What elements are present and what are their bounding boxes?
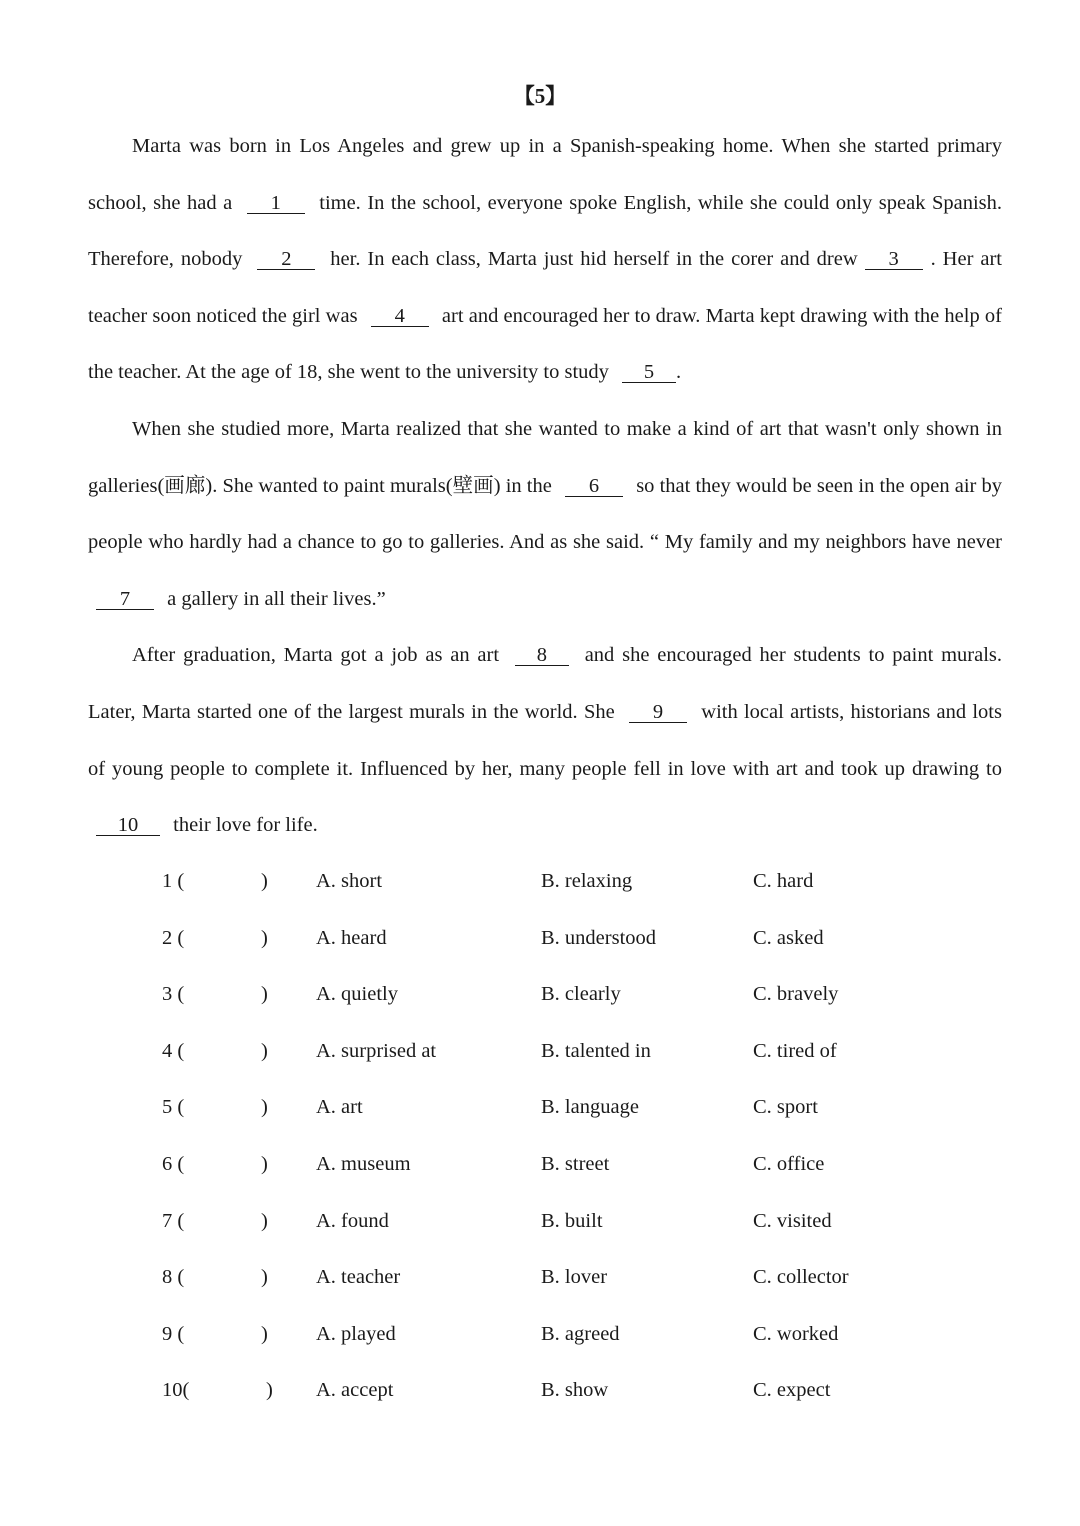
option-a: A. museum	[316, 1152, 411, 1175]
blank-7: 7	[96, 589, 154, 610]
passage-text: Marta was born in Los Angeles and grew up in a Spanish-speaking home. When she started primary school, she had a	[88, 135, 1002, 214]
option-c: C. collector	[753, 1266, 849, 1289]
question-number: 1 (	[162, 870, 185, 892]
blank-4: 4	[371, 306, 429, 327]
answer-bracket-close: )	[261, 926, 268, 949]
option-a: A. accept	[316, 1379, 394, 1402]
passage-text: and she encouraged her students to paint murals. Later, Marta started one of the largest murals in the world. She	[88, 644, 1003, 723]
question-number: 7 (	[162, 1209, 185, 1232]
option-c: C. worked	[753, 1322, 839, 1345]
question-number: 6 (	[162, 1152, 185, 1175]
answer-options	[0, 853, 1080, 1419]
option-c: C. sport	[753, 1096, 818, 1119]
option-c: C. expect	[753, 1379, 831, 1402]
option-a: A. art	[316, 1096, 363, 1119]
option-a: A. played	[316, 1322, 396, 1345]
question-row	[0, 966, 1080, 1023]
question-number: 5 (	[162, 1096, 185, 1119]
passage-paragraph-3	[88, 627, 1002, 853]
option-c: C. tired of	[753, 1039, 837, 1062]
option-c: C. bravely	[753, 983, 839, 1006]
answer-bracket-close: )	[261, 1322, 268, 1345]
option-c: C. hard	[753, 870, 814, 892]
question-number: 9 (	[162, 1322, 185, 1345]
blank-10: 10	[96, 815, 160, 836]
answer-bracket-close: )	[261, 1096, 268, 1119]
cloze-passage	[88, 118, 1002, 854]
passage-text: her. In each class, Marta just hid herself in the corer and drew	[330, 248, 858, 271]
passage-text: time. In the school, everyone spoke English, while she could only speak Spanish. Therefore, nobody	[88, 191, 1003, 271]
option-b: B. lover	[541, 1266, 608, 1289]
option-a: A. surprised at	[316, 1039, 437, 1062]
answer-bracket-close: )	[261, 983, 268, 1006]
passage-text: .	[676, 361, 682, 384]
question-row	[0, 853, 1080, 910]
passage-text: so that they would be seen in the open air by people who hardly had a chance to go to galleries. And as she said. “ My family and my neighbors have never	[88, 474, 1003, 554]
passage-paragraph-1	[88, 118, 1002, 401]
option-b: B. language	[541, 1096, 639, 1119]
option-a: A. short	[316, 870, 383, 892]
option-b: B. agreed	[541, 1322, 620, 1345]
blank-5: 5	[622, 362, 676, 383]
passage-text: . Her art teacher soon noticed the girl was	[88, 248, 1002, 327]
option-a: A. heard	[316, 926, 387, 949]
passage-text: When she studied more, Marta realized that she wanted to make a kind of art that wasn't only shown in galleries(画廊). She wanted to paint murals(壁画) in the	[88, 417, 1002, 497]
answer-bracket-close: )	[261, 1152, 268, 1175]
blank-1: 1	[247, 193, 305, 214]
option-a: A. teacher	[316, 1266, 401, 1289]
option-c: C. visited	[753, 1209, 832, 1232]
passage-text: with local artists, historians and lots of young people to complete it. Influenced by her, many people fell in love with art and took up drawing to	[88, 700, 1002, 780]
question-row	[0, 1079, 1080, 1136]
answer-bracket-close: )	[261, 870, 268, 892]
question-number: 2 (	[162, 926, 185, 949]
question-number: 3 (	[162, 983, 185, 1006]
option-b: B. built	[541, 1209, 603, 1232]
option-b: B. clearly	[541, 983, 621, 1006]
option-a: A. found	[316, 1209, 389, 1232]
option-b: B. relaxing	[541, 870, 633, 892]
option-b: B. understood	[541, 926, 657, 949]
blank-3: 3	[865, 249, 923, 270]
question-row	[0, 1136, 1080, 1193]
blank-2: 2	[257, 249, 315, 270]
option-a: A. quietly	[316, 983, 398, 1006]
passage-text: a gallery in all their lives.”	[167, 587, 386, 610]
question-row	[0, 1362, 1080, 1419]
option-b: B. talented in	[541, 1039, 651, 1062]
passage-paragraph-2	[88, 401, 1002, 627]
blank-8: 8	[515, 645, 569, 666]
answer-bracket-close: )	[261, 1209, 268, 1232]
question-number: 10(	[162, 1379, 190, 1402]
passage-text: their love for life.	[173, 814, 318, 837]
answer-bracket-close: )	[261, 1039, 268, 1062]
question-row	[0, 1306, 1080, 1363]
passage-text: art and encouraged her to draw. Marta kept drawing with the help of the teacher. At the age of 18, she went to the university to study	[88, 304, 1002, 384]
question-number: 4 (	[162, 1039, 185, 1062]
section-heading: 【5】	[513, 84, 567, 108]
blank-6: 6	[565, 476, 623, 497]
answer-bracket-close: )	[261, 1266, 268, 1289]
option-c: C. office	[753, 1152, 825, 1175]
question-number: 8 (	[162, 1266, 185, 1289]
question-row	[0, 910, 1080, 967]
question-row	[0, 1249, 1080, 1306]
option-c: C. asked	[753, 926, 824, 949]
question-row	[0, 1193, 1080, 1250]
option-b: B. street	[541, 1152, 610, 1175]
passage-text: After graduation, Marta got a job as an art	[132, 644, 500, 667]
blank-9: 9	[629, 702, 687, 723]
option-b: B. show	[541, 1379, 609, 1402]
answer-bracket-close: )	[266, 1379, 273, 1402]
question-row	[0, 1023, 1080, 1080]
